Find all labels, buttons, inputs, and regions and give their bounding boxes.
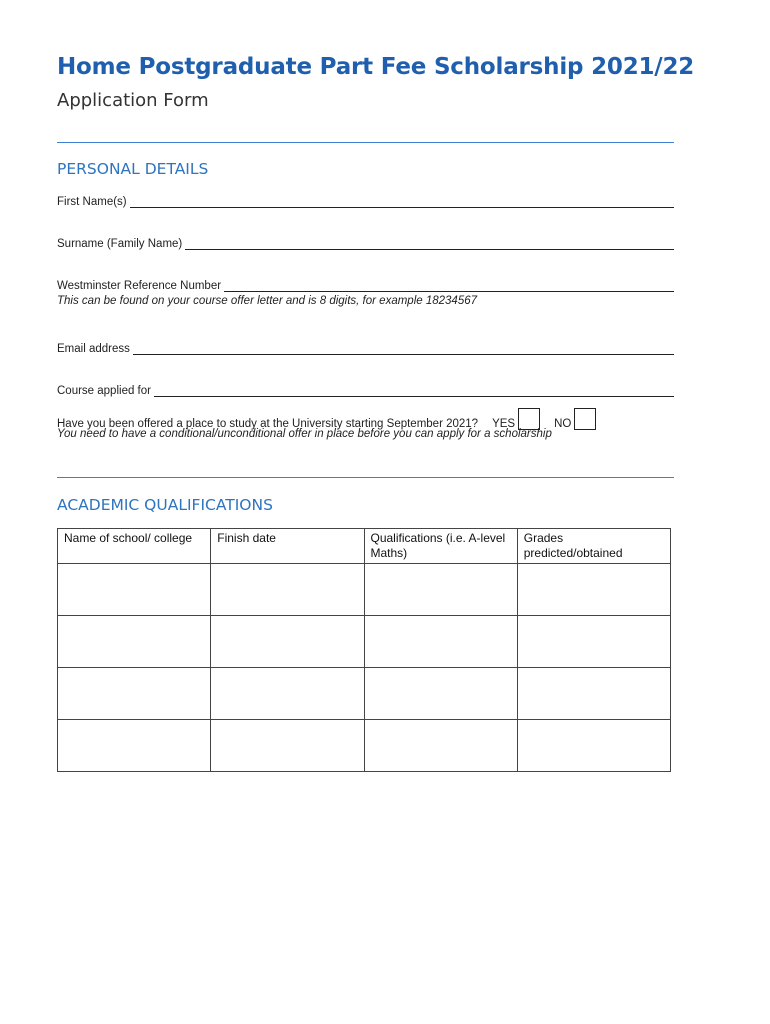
table-cell[interactable]	[517, 616, 670, 668]
table-row	[58, 668, 671, 720]
table-cell[interactable]	[58, 668, 211, 720]
table-cell[interactable]	[58, 616, 211, 668]
table-cell[interactable]	[517, 564, 670, 616]
no-checkbox[interactable]	[574, 408, 596, 430]
form-title: Home Postgraduate Part Fee Scholarship 2021/22	[57, 54, 695, 80]
table-cell[interactable]	[58, 720, 211, 772]
no-label: NO	[554, 418, 572, 430]
table-row	[58, 564, 671, 616]
table-cell[interactable]	[364, 668, 517, 720]
course-label: Course applied for	[57, 385, 151, 397]
email-label: Email address	[57, 343, 130, 355]
qualifications-table	[57, 528, 671, 772]
column-header-qualifications: Qualifications (i.e. A-level Maths)	[364, 529, 517, 564]
academic-qualifications-heading: ACADEMIC QUALIFICATIONS	[57, 496, 273, 514]
table-cell[interactable]	[211, 668, 364, 720]
table-cell[interactable]	[211, 720, 364, 772]
offer-note: You need to have a conditional/unconditional offer in place before you can apply for a scholarship	[57, 428, 552, 440]
course-input-line[interactable]	[154, 384, 674, 397]
surname-input-line[interactable]	[185, 237, 674, 250]
column-header-finish-date: Finish date	[211, 529, 364, 564]
table-cell[interactable]	[364, 616, 517, 668]
surname-field[interactable]	[57, 234, 674, 250]
table-cell[interactable]	[211, 564, 364, 616]
surname-label: Surname (Family Name)	[57, 238, 183, 250]
column-header-grades: Grades predicted/obtained	[517, 529, 670, 564]
first-name-input-line[interactable]	[130, 195, 674, 208]
table-cell[interactable]	[364, 564, 517, 616]
first-name-label: First Name(s)	[57, 196, 127, 208]
table-cell[interactable]	[211, 616, 364, 668]
column-header-school: Name of school/ college	[58, 529, 211, 564]
offer-question-row	[57, 408, 596, 430]
section-divider	[57, 477, 674, 478]
yes-option[interactable]	[492, 408, 540, 430]
westminster-reference-field[interactable]	[57, 276, 674, 292]
table-cell[interactable]	[517, 720, 670, 772]
table-row	[58, 616, 671, 668]
yes-label: YES	[492, 418, 516, 430]
table-cell[interactable]	[364, 720, 517, 772]
table-cell[interactable]	[517, 668, 670, 720]
yes-checkbox[interactable]	[518, 408, 540, 430]
course-field[interactable]	[57, 381, 674, 397]
table-row	[58, 720, 671, 772]
form-subtitle: Application Form	[57, 90, 209, 111]
email-input-line[interactable]	[133, 342, 674, 355]
personal-details-heading: PERSONAL DETAILS	[57, 160, 209, 178]
email-field[interactable]	[57, 339, 674, 355]
westminster-reference-label: Westminster Reference Number	[57, 280, 222, 292]
section-divider	[57, 142, 674, 143]
table-cell[interactable]	[58, 564, 211, 616]
offer-question-text: Have you been offered a place to study at the University starting September 2021?	[57, 418, 479, 430]
no-option[interactable]	[554, 408, 596, 430]
table-header-row	[58, 529, 671, 564]
westminster-reference-input-line[interactable]	[224, 279, 674, 292]
westminster-reference-note: This can be found on your course offer letter and is 8 digits, for example 18234567	[57, 295, 478, 307]
first-name-field[interactable]	[57, 192, 674, 208]
